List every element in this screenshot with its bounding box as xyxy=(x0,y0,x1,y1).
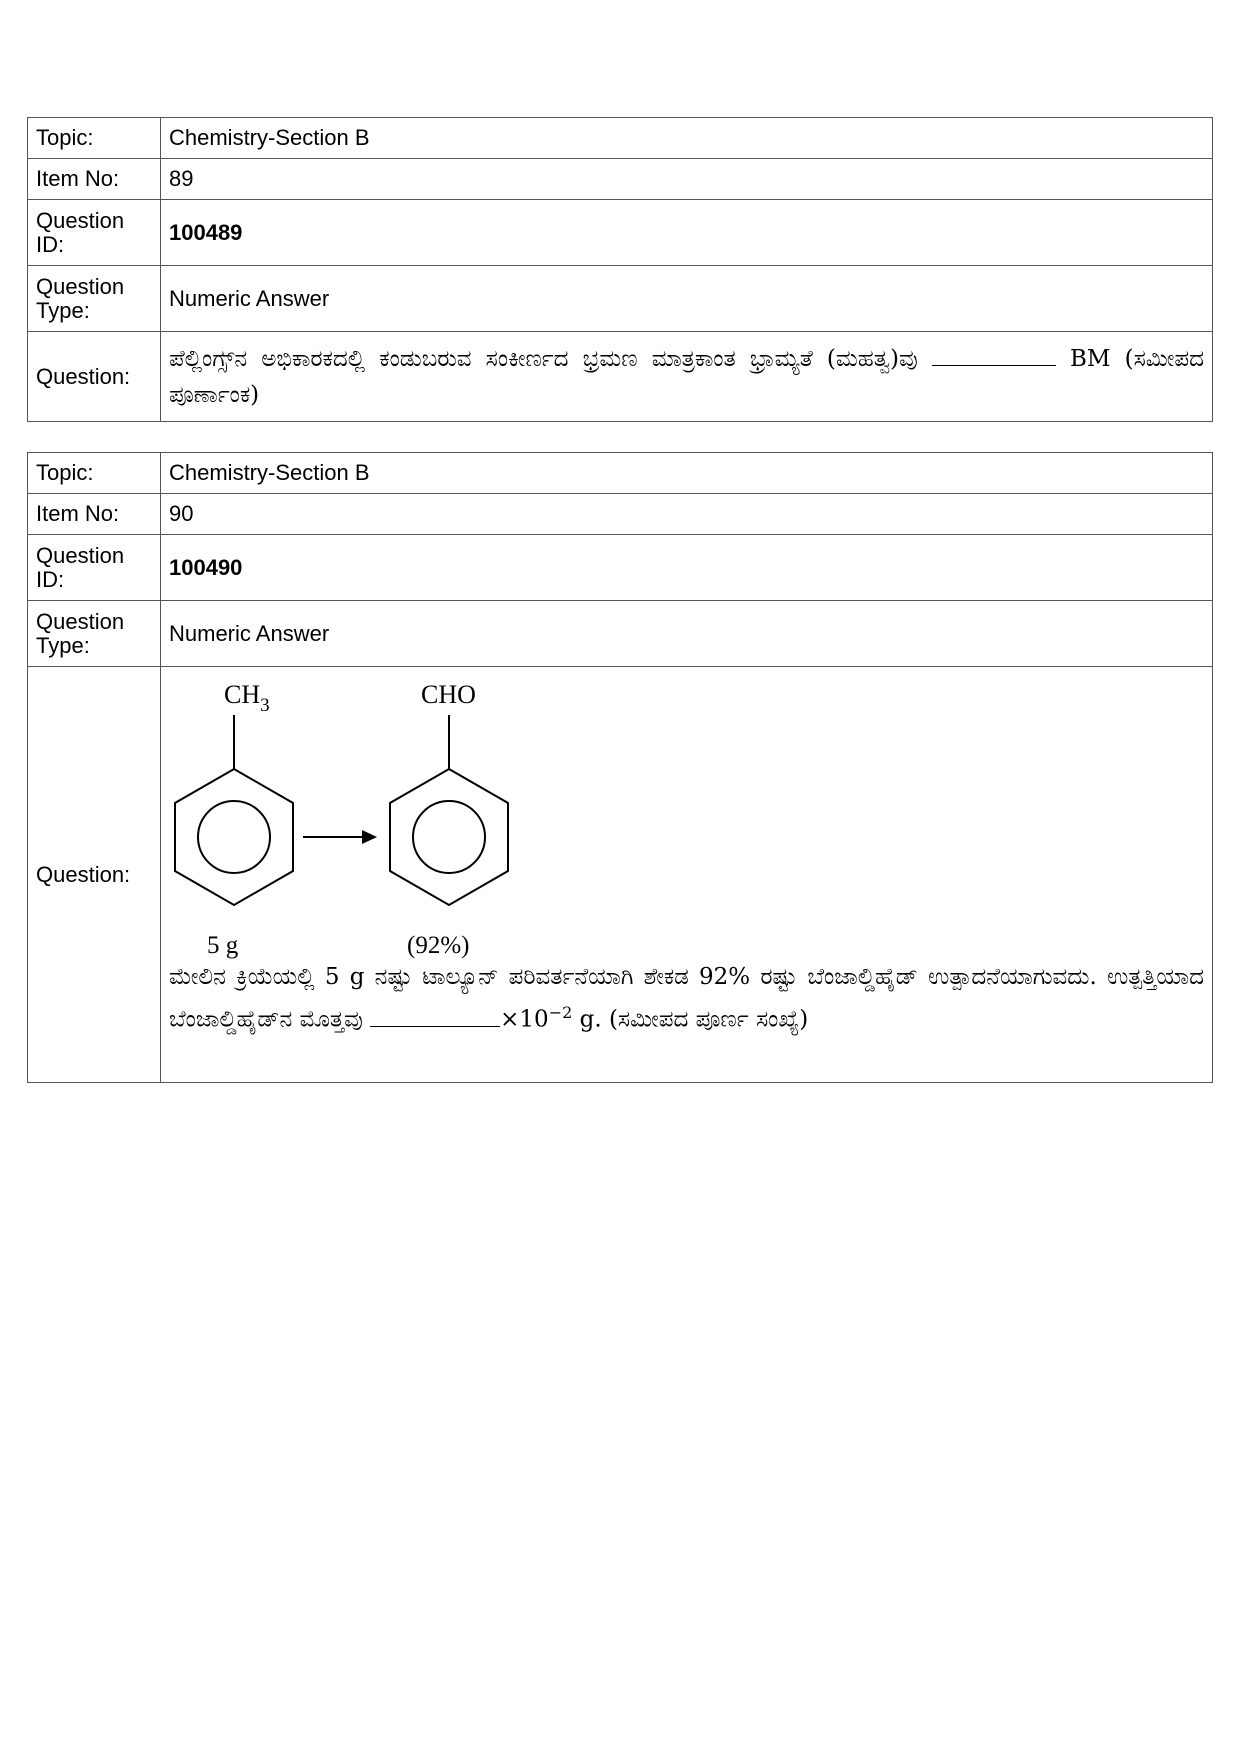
benzaldehyde-aromatic-circle xyxy=(413,801,485,873)
question-type-value: Numeric Answer xyxy=(161,601,1213,667)
question-text xyxy=(169,341,1204,413)
question-text-before: ಪೆಲ್ಲಿಂಗ್ಸ್‌ನ ಅಭಿಕಾರಕದಲ್ಲಿ ಕಂಡುಬರುವ ಸಂಕೀರ್ಣದ ಭ್ರಮಣ ಮಾತ್ರಕಾಂತ ಭ್ರಾಮ್ಯತೆ (ಮಹತ್ವ)ವು xyxy=(169,345,918,372)
toluene-aromatic-circle xyxy=(198,801,270,873)
item-no-value: 90 xyxy=(161,494,1213,535)
question-table-90 xyxy=(27,452,1213,1083)
question-label: Question: xyxy=(28,667,161,1083)
reaction-arrow-icon xyxy=(303,830,377,844)
question-text-before: ಮೇಲಿನ ಕ್ರಿಯೆಯಲ್ಲಿ 5 g ನಷ್ಟು ಟಾಲ್ಯೂನ್ ಪರಿವರ್ತನೆಯಾಗಿ ಶೇಕಡ 92% ರಷ್ಟು ಬೆಂಜಾಲ್ಡಿಹೈಡ್ ಉತ್ಪಾದನೆಯಾಗುವದು. ಉತ್ಪತ್ತಿಯಾದ ಬೆಂಜಾಲ್ಡಿಹೈಡ್‌ನ ಮೊತ್ತವು xyxy=(169,964,1204,1033)
multiplier: ×10 xyxy=(500,1006,549,1033)
aldehyde-group-label: CHO xyxy=(421,680,476,709)
topic-row xyxy=(28,453,1213,494)
benzaldehyde-structure xyxy=(390,680,508,959)
question-id-row xyxy=(28,200,1213,266)
reaction-diagram xyxy=(169,673,529,959)
exponent: −2 xyxy=(548,1003,573,1022)
question-row xyxy=(28,667,1213,1083)
question-id-value: 100489 xyxy=(161,200,1213,266)
question-id-value: 100490 xyxy=(161,535,1213,601)
topic-value: Chemistry-Section B xyxy=(161,118,1213,159)
question-type-value: Numeric Answer xyxy=(161,266,1213,332)
benzaldehyde-ring xyxy=(390,769,508,905)
item-no-row xyxy=(28,494,1213,535)
question-id-row xyxy=(28,535,1213,601)
item-no-value: 89 xyxy=(161,159,1213,200)
question-type-row xyxy=(28,601,1213,667)
question-text-after: g. (ಸಮೀಪದ ಪೂರ್ಣ ಸಂಖ್ಯೆ) xyxy=(579,1006,809,1033)
product-caption: (92%) xyxy=(407,932,470,959)
question-row xyxy=(28,332,1213,422)
question-type-row xyxy=(28,266,1213,332)
topic-label: Topic: xyxy=(28,118,161,159)
question-text xyxy=(169,959,1204,1038)
answer-blank xyxy=(370,1008,500,1027)
item-no-row xyxy=(28,159,1213,200)
toluene-ring xyxy=(175,769,293,905)
question-type-label: Question Type: xyxy=(28,266,161,332)
reactant-caption: 5 g xyxy=(207,932,239,959)
question-type-label: Question Type: xyxy=(28,601,161,667)
item-no-label: Item No: xyxy=(28,159,161,200)
question-cell xyxy=(161,667,1213,1083)
toluene-structure xyxy=(175,680,293,959)
question-id-label: Question ID: xyxy=(28,535,161,601)
topic-value: Chemistry-Section B xyxy=(161,453,1213,494)
question-text-after: BM (ಸಮೀಪದ ಪೂರ್ಣಾಂಕ) xyxy=(169,345,1205,408)
topic-label: Topic: xyxy=(28,453,161,494)
question-cell xyxy=(161,332,1213,422)
methyl-group-label: $CH_3$ xyxy=(224,680,270,716)
item-no-label: Item No: xyxy=(28,494,161,535)
topic-row xyxy=(28,118,1213,159)
question-id-label: Question ID: xyxy=(28,200,161,266)
answer-blank xyxy=(932,347,1056,366)
question-label: Question: xyxy=(28,332,161,422)
question-table-89 xyxy=(27,117,1213,422)
